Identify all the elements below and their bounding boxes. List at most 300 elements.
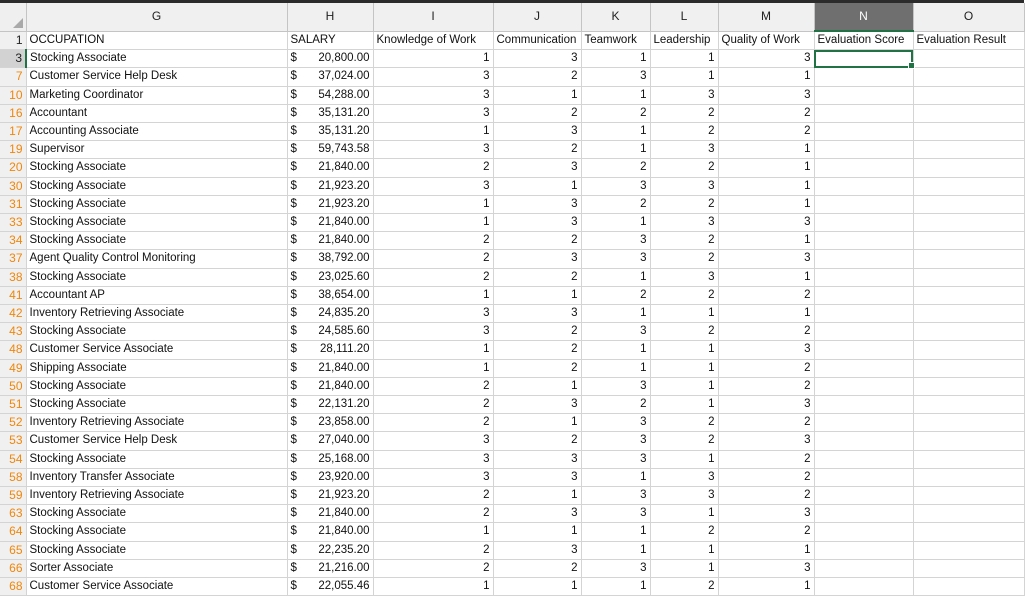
cell-teamwork[interactable]: 1 [581,541,650,559]
row-header[interactable]: 68 [0,578,26,596]
cell-knowledge-of-work[interactable]: 2 [373,268,493,286]
cell-quality-of-work[interactable]: 2 [718,487,814,505]
cell-quality-of-work[interactable]: 1 [718,541,814,559]
cell-leadership[interactable]: 3 [650,141,718,159]
cell-knowledge-of-work[interactable]: 3 [373,104,493,122]
cell-teamwork[interactable]: 1 [581,468,650,486]
column-header-m[interactable]: M [718,3,814,31]
cell-communication[interactable]: 3 [493,541,581,559]
cell-communication[interactable]: 3 [493,214,581,232]
cell-occupation[interactable]: Inventory Retrieving Associate [26,487,287,505]
cell-communication[interactable]: 1 [493,177,581,195]
cell-quality-of-work[interactable]: 1 [718,141,814,159]
cell-knowledge-of-work[interactable]: 3 [373,177,493,195]
cell-communication[interactable]: 2 [493,68,581,86]
cell-quality-of-work[interactable]: 2 [718,450,814,468]
cell-teamwork[interactable]: 2 [581,396,650,414]
cell-occupation[interactable]: Inventory Retrieving Associate [26,414,287,432]
cell-communication[interactable]: 2 [493,432,581,450]
cell-occupation[interactable]: Marketing Coordinator [26,86,287,104]
cell-evaluation-score[interactable] [814,159,913,177]
cell-quality-of-work[interactable]: 3 [718,505,814,523]
cell-teamwork[interactable]: 3 [581,323,650,341]
cell-teamwork[interactable]: 2 [581,159,650,177]
cell-communication[interactable]: 3 [493,195,581,213]
cell-communication[interactable]: 2 [493,559,581,577]
cell-teamwork[interactable]: 2 [581,286,650,304]
cell-evaluation-result[interactable] [913,505,1024,523]
cell-leadership[interactable]: 2 [650,123,718,141]
cell-knowledge-of-work[interactable]: 1 [373,523,493,541]
cell-leadership[interactable]: 2 [650,432,718,450]
row-header[interactable]: 42 [0,305,26,323]
cell-teamwork[interactable]: 3 [581,505,650,523]
row-header[interactable]: 59 [0,487,26,505]
cell-evaluation-result[interactable] [913,104,1024,122]
cell-occupation[interactable]: Stocking Associate [26,523,287,541]
cell-quality-of-work[interactable]: 2 [718,123,814,141]
cell-teamwork[interactable]: 1 [581,141,650,159]
header-cell-knowledge-of-work[interactable]: Knowledge of Work [373,31,493,50]
cell-knowledge-of-work[interactable]: 3 [373,432,493,450]
cell-communication[interactable]: 1 [493,286,581,304]
cell-occupation[interactable]: Accounting Associate [26,123,287,141]
cell-teamwork[interactable]: 3 [581,559,650,577]
cell-leadership[interactable]: 3 [650,214,718,232]
cell-communication[interactable]: 3 [493,450,581,468]
cell-evaluation-score[interactable] [814,305,913,323]
cell-communication[interactable]: 2 [493,141,581,159]
cell-evaluation-result[interactable] [913,268,1024,286]
cell-communication[interactable]: 3 [493,123,581,141]
cell-teamwork[interactable]: 1 [581,305,650,323]
cell-knowledge-of-work[interactable]: 2 [373,396,493,414]
cell-salary[interactable] [287,432,373,450]
row-header[interactable]: 33 [0,214,26,232]
cell-occupation[interactable]: Sorter Associate [26,559,287,577]
cell-knowledge-of-work[interactable]: 2 [373,250,493,268]
cell-teamwork[interactable]: 1 [581,86,650,104]
cell-salary[interactable] [287,505,373,523]
cell-evaluation-score[interactable] [814,487,913,505]
cell-teamwork[interactable]: 1 [581,578,650,596]
row-header[interactable]: 43 [0,323,26,341]
cell-communication[interactable]: 2 [493,323,581,341]
cell-salary[interactable] [287,232,373,250]
cell-leadership[interactable]: 1 [650,396,718,414]
cell-communication[interactable]: 2 [493,268,581,286]
cell-evaluation-result[interactable] [913,450,1024,468]
row-header[interactable]: 17 [0,123,26,141]
cell-occupation[interactable]: Stocking Associate [26,159,287,177]
cell-teamwork[interactable]: 1 [581,123,650,141]
cell-salary[interactable] [287,578,373,596]
cell-evaluation-result[interactable] [913,250,1024,268]
cell-evaluation-result[interactable] [913,578,1024,596]
cell-quality-of-work[interactable]: 2 [718,523,814,541]
cell-teamwork[interactable]: 1 [581,359,650,377]
cell-occupation[interactable]: Customer Service Help Desk [26,432,287,450]
cell-salary[interactable] [287,177,373,195]
cell-leadership[interactable]: 1 [650,541,718,559]
cell-communication[interactable]: 3 [493,305,581,323]
cell-knowledge-of-work[interactable]: 1 [373,341,493,359]
cell-evaluation-score[interactable] [814,214,913,232]
row-header[interactable]: 31 [0,195,26,213]
cell-evaluation-score[interactable] [814,286,913,304]
cell-knowledge-of-work[interactable]: 1 [373,123,493,141]
cell-salary[interactable] [287,396,373,414]
cell-quality-of-work[interactable]: 1 [718,305,814,323]
cell-knowledge-of-work[interactable]: 2 [373,559,493,577]
cell-quality-of-work[interactable]: 2 [718,414,814,432]
cell-knowledge-of-work[interactable]: 3 [373,141,493,159]
row-header[interactable]: 50 [0,377,26,395]
header-cell-evaluation-result[interactable]: Evaluation Result [913,31,1024,50]
cell-salary[interactable] [287,305,373,323]
column-header-n[interactable]: N [814,3,913,31]
cell-communication[interactable]: 3 [493,396,581,414]
cell-teamwork[interactable]: 3 [581,232,650,250]
cell-salary[interactable] [287,377,373,395]
row-header[interactable]: 65 [0,541,26,559]
row-header[interactable]: 41 [0,286,26,304]
cell-evaluation-score[interactable] [814,468,913,486]
cell-quality-of-work[interactable]: 2 [718,468,814,486]
cell-salary[interactable] [287,414,373,432]
cell-quality-of-work[interactable]: 3 [718,214,814,232]
header-cell-salary[interactable]: SALARY [287,31,373,50]
cell-occupation[interactable]: Stocking Associate [26,232,287,250]
cell-salary[interactable] [287,523,373,541]
cell-knowledge-of-work[interactable]: 1 [373,50,493,68]
column-header-j[interactable]: J [493,3,581,31]
cell-salary[interactable] [287,250,373,268]
cell-knowledge-of-work[interactable]: 2 [373,159,493,177]
cell-occupation[interactable]: Stocking Associate [26,450,287,468]
cell-quality-of-work[interactable]: 1 [718,578,814,596]
row-header[interactable]: 38 [0,268,26,286]
header-cell-occupation[interactable]: OCCUPATION [26,31,287,50]
row-header[interactable]: 1 [0,31,26,50]
cell-teamwork[interactable]: 3 [581,177,650,195]
cell-evaluation-result[interactable] [913,487,1024,505]
cell-occupation[interactable]: Accountant [26,104,287,122]
cell-communication[interactable]: 1 [493,86,581,104]
cell-salary[interactable] [287,468,373,486]
cell-salary[interactable] [287,123,373,141]
cell-communication[interactable]: 2 [493,232,581,250]
cell-teamwork[interactable]: 3 [581,450,650,468]
header-cell-quality-of-work[interactable]: Quality of Work [718,31,814,50]
cell-quality-of-work[interactable]: 3 [718,250,814,268]
row-header[interactable]: 16 [0,104,26,122]
cell-communication[interactable]: 3 [493,250,581,268]
row-header[interactable]: 3 [0,50,26,68]
cell-communication[interactable]: 3 [493,505,581,523]
cell-knowledge-of-work[interactable]: 2 [373,377,493,395]
cell-leadership[interactable]: 3 [650,268,718,286]
cell-evaluation-score[interactable] [814,578,913,596]
cell-quality-of-work[interactable]: 3 [718,50,814,68]
cell-knowledge-of-work[interactable]: 1 [373,286,493,304]
cell-salary[interactable] [287,487,373,505]
cell-evaluation-result[interactable] [913,123,1024,141]
row-header[interactable]: 30 [0,177,26,195]
cell-occupation[interactable]: Accountant AP [26,286,287,304]
cell-knowledge-of-work[interactable]: 2 [373,541,493,559]
cell-evaluation-result[interactable] [913,323,1024,341]
cell-evaluation-score[interactable] [814,559,913,577]
cell-evaluation-result[interactable] [913,141,1024,159]
cell-teamwork[interactable]: 1 [581,268,650,286]
cell-teamwork[interactable]: 1 [581,523,650,541]
cell-occupation[interactable]: Inventory Retrieving Associate [26,305,287,323]
cell-knowledge-of-work[interactable]: 1 [373,359,493,377]
cell-evaluation-score[interactable] [814,250,913,268]
cell-leadership[interactable]: 2 [650,578,718,596]
cell-communication[interactable]: 1 [493,523,581,541]
cell-evaluation-score[interactable] [814,359,913,377]
cell-evaluation-score[interactable] [814,141,913,159]
cell-occupation[interactable]: Customer Service Associate [26,578,287,596]
cell-leadership[interactable]: 1 [650,305,718,323]
cell-salary[interactable] [287,195,373,213]
cell-leadership[interactable]: 2 [650,414,718,432]
cell-knowledge-of-work[interactable]: 3 [373,86,493,104]
row-header[interactable]: 58 [0,468,26,486]
row-header[interactable]: 20 [0,159,26,177]
cell-communication[interactable]: 1 [493,487,581,505]
cell-evaluation-result[interactable] [913,86,1024,104]
cell-quality-of-work[interactable]: 3 [718,559,814,577]
cell-evaluation-score[interactable] [814,123,913,141]
cell-leadership[interactable]: 1 [650,341,718,359]
row-header[interactable]: 51 [0,396,26,414]
cell-occupation[interactable]: Stocking Associate [26,195,287,213]
cell-salary[interactable] [287,341,373,359]
cell-leadership[interactable]: 1 [650,559,718,577]
cell-quality-of-work[interactable]: 3 [718,396,814,414]
cell-evaluation-result[interactable] [913,468,1024,486]
row-header[interactable]: 52 [0,414,26,432]
cell-salary[interactable] [287,286,373,304]
cell-salary[interactable] [287,86,373,104]
row-header[interactable]: 49 [0,359,26,377]
header-cell-communication[interactable]: Communication [493,31,581,50]
cell-evaluation-result[interactable] [913,432,1024,450]
cell-teamwork[interactable]: 1 [581,50,650,68]
cell-occupation[interactable]: Stocking Associate [26,177,287,195]
cell-quality-of-work[interactable]: 1 [718,159,814,177]
cell-occupation[interactable]: Shipping Associate [26,359,287,377]
column-header-k[interactable]: K [581,3,650,31]
cell-occupation[interactable]: Inventory Transfer Associate [26,468,287,486]
cell-occupation[interactable]: Stocking Associate [26,541,287,559]
cell-leadership[interactable]: 3 [650,487,718,505]
cell-knowledge-of-work[interactable]: 2 [373,232,493,250]
cell-evaluation-result[interactable] [913,359,1024,377]
cell-quality-of-work[interactable]: 3 [718,86,814,104]
row-header[interactable]: 64 [0,523,26,541]
cell-leadership[interactable]: 3 [650,177,718,195]
cell-evaluation-score[interactable] [814,323,913,341]
cell-occupation[interactable]: Stocking Associate [26,50,287,68]
cell-teamwork[interactable]: 3 [581,487,650,505]
header-cell-evaluation-score[interactable]: Evaluation Score [814,31,913,50]
cell-leadership[interactable]: 2 [650,250,718,268]
column-header-l[interactable]: L [650,3,718,31]
cell-knowledge-of-work[interactable]: 1 [373,578,493,596]
cell-teamwork[interactable]: 3 [581,414,650,432]
cell-evaluation-score[interactable] [814,268,913,286]
select-all-corner[interactable] [0,3,26,31]
cell-leadership[interactable]: 3 [650,86,718,104]
column-header-o[interactable]: O [913,3,1024,31]
cell-occupation[interactable]: Stocking Associate [26,268,287,286]
cell-evaluation-score[interactable] [814,50,913,68]
cell-evaluation-score[interactable] [814,377,913,395]
cell-teamwork[interactable]: 2 [581,195,650,213]
cell-knowledge-of-work[interactable]: 3 [373,450,493,468]
cell-salary[interactable] [287,268,373,286]
cell-quality-of-work[interactable]: 1 [718,68,814,86]
cell-evaluation-score[interactable] [814,523,913,541]
row-header[interactable]: 34 [0,232,26,250]
cell-evaluation-score[interactable] [814,68,913,86]
cell-quality-of-work[interactable]: 1 [718,268,814,286]
cell-evaluation-score[interactable] [814,396,913,414]
cell-leadership[interactable]: 2 [650,323,718,341]
cell-evaluation-result[interactable] [913,159,1024,177]
cell-quality-of-work[interactable]: 2 [718,323,814,341]
cell-salary[interactable] [287,141,373,159]
cell-evaluation-result[interactable] [913,559,1024,577]
header-cell-teamwork[interactable]: Teamwork [581,31,650,50]
cell-leadership[interactable]: 1 [650,359,718,377]
cell-quality-of-work[interactable]: 2 [718,104,814,122]
row-header[interactable]: 19 [0,141,26,159]
cell-evaluation-result[interactable] [913,177,1024,195]
cell-knowledge-of-work[interactable]: 2 [373,487,493,505]
cell-leadership[interactable]: 1 [650,450,718,468]
cell-teamwork[interactable]: 3 [581,250,650,268]
cell-evaluation-score[interactable] [814,232,913,250]
row-header[interactable]: 10 [0,86,26,104]
cell-communication[interactable]: 2 [493,341,581,359]
cell-salary[interactable] [287,559,373,577]
cell-occupation[interactable]: Stocking Associate [26,505,287,523]
cell-occupation[interactable]: Agent Quality Control Monitoring [26,250,287,268]
cell-evaluation-result[interactable] [913,341,1024,359]
cell-evaluation-result[interactable] [913,195,1024,213]
cell-evaluation-result[interactable] [913,232,1024,250]
cell-leadership[interactable]: 2 [650,159,718,177]
cell-teamwork[interactable]: 2 [581,104,650,122]
column-header-g[interactable]: G [26,3,287,31]
cell-leadership[interactable]: 1 [650,68,718,86]
cell-quality-of-work[interactable]: 1 [718,177,814,195]
cell-evaluation-score[interactable] [814,177,913,195]
cell-evaluation-score[interactable] [814,541,913,559]
cell-communication[interactable]: 1 [493,578,581,596]
cell-knowledge-of-work[interactable]: 2 [373,505,493,523]
cell-teamwork[interactable]: 3 [581,377,650,395]
cell-evaluation-result[interactable] [913,541,1024,559]
cell-evaluation-score[interactable] [814,86,913,104]
cell-knowledge-of-work[interactable]: 2 [373,414,493,432]
cell-evaluation-result[interactable] [913,377,1024,395]
row-header[interactable]: 66 [0,559,26,577]
cell-salary[interactable] [287,214,373,232]
fill-handle[interactable] [908,62,915,69]
cell-communication[interactable]: 1 [493,414,581,432]
cell-communication[interactable]: 3 [493,159,581,177]
cell-evaluation-result[interactable] [913,50,1024,68]
cell-evaluation-score[interactable] [814,450,913,468]
cell-communication[interactable]: 2 [493,104,581,122]
cell-leadership[interactable]: 2 [650,286,718,304]
cell-salary[interactable] [287,159,373,177]
cell-quality-of-work[interactable]: 1 [718,195,814,213]
cell-salary[interactable] [287,50,373,68]
cell-knowledge-of-work[interactable]: 1 [373,195,493,213]
cell-salary[interactable] [287,104,373,122]
cell-salary[interactable] [287,68,373,86]
cell-occupation[interactable]: Stocking Associate [26,396,287,414]
cell-occupation[interactable]: Customer Service Help Desk [26,68,287,86]
cell-knowledge-of-work[interactable]: 3 [373,305,493,323]
cell-evaluation-result[interactable] [913,305,1024,323]
cell-evaluation-result[interactable] [913,414,1024,432]
column-header-h[interactable]: H [287,3,373,31]
cell-quality-of-work[interactable]: 2 [718,359,814,377]
cell-occupation[interactable]: Stocking Associate [26,214,287,232]
cell-quality-of-work[interactable]: 3 [718,341,814,359]
cell-occupation[interactable]: Supervisor [26,141,287,159]
row-header[interactable]: 37 [0,250,26,268]
cell-evaluation-result[interactable] [913,286,1024,304]
cell-leadership[interactable]: 2 [650,195,718,213]
row-header[interactable]: 53 [0,432,26,450]
cell-quality-of-work[interactable]: 1 [718,232,814,250]
cell-knowledge-of-work[interactable]: 3 [373,323,493,341]
cell-evaluation-score[interactable] [814,195,913,213]
cell-evaluation-result[interactable] [913,68,1024,86]
cell-salary[interactable] [287,541,373,559]
row-header[interactable]: 63 [0,505,26,523]
cell-knowledge-of-work[interactable]: 1 [373,214,493,232]
row-header[interactable]: 7 [0,68,26,86]
cell-leadership[interactable]: 2 [650,232,718,250]
cell-evaluation-result[interactable] [913,523,1024,541]
row-header[interactable]: 48 [0,341,26,359]
row-header[interactable]: 54 [0,450,26,468]
cell-communication[interactable]: 2 [493,359,581,377]
cell-evaluation-score[interactable] [814,432,913,450]
cell-quality-of-work[interactable]: 2 [718,286,814,304]
header-cell-leadership[interactable]: Leadership [650,31,718,50]
cell-leadership[interactable]: 1 [650,377,718,395]
cell-evaluation-score[interactable] [814,341,913,359]
cell-occupation[interactable]: Stocking Associate [26,323,287,341]
cell-quality-of-work[interactable]: 2 [718,377,814,395]
cell-knowledge-of-work[interactable]: 3 [373,68,493,86]
cell-teamwork[interactable]: 3 [581,68,650,86]
cell-communication[interactable]: 3 [493,468,581,486]
cell-quality-of-work[interactable]: 3 [718,432,814,450]
cell-teamwork[interactable]: 3 [581,432,650,450]
